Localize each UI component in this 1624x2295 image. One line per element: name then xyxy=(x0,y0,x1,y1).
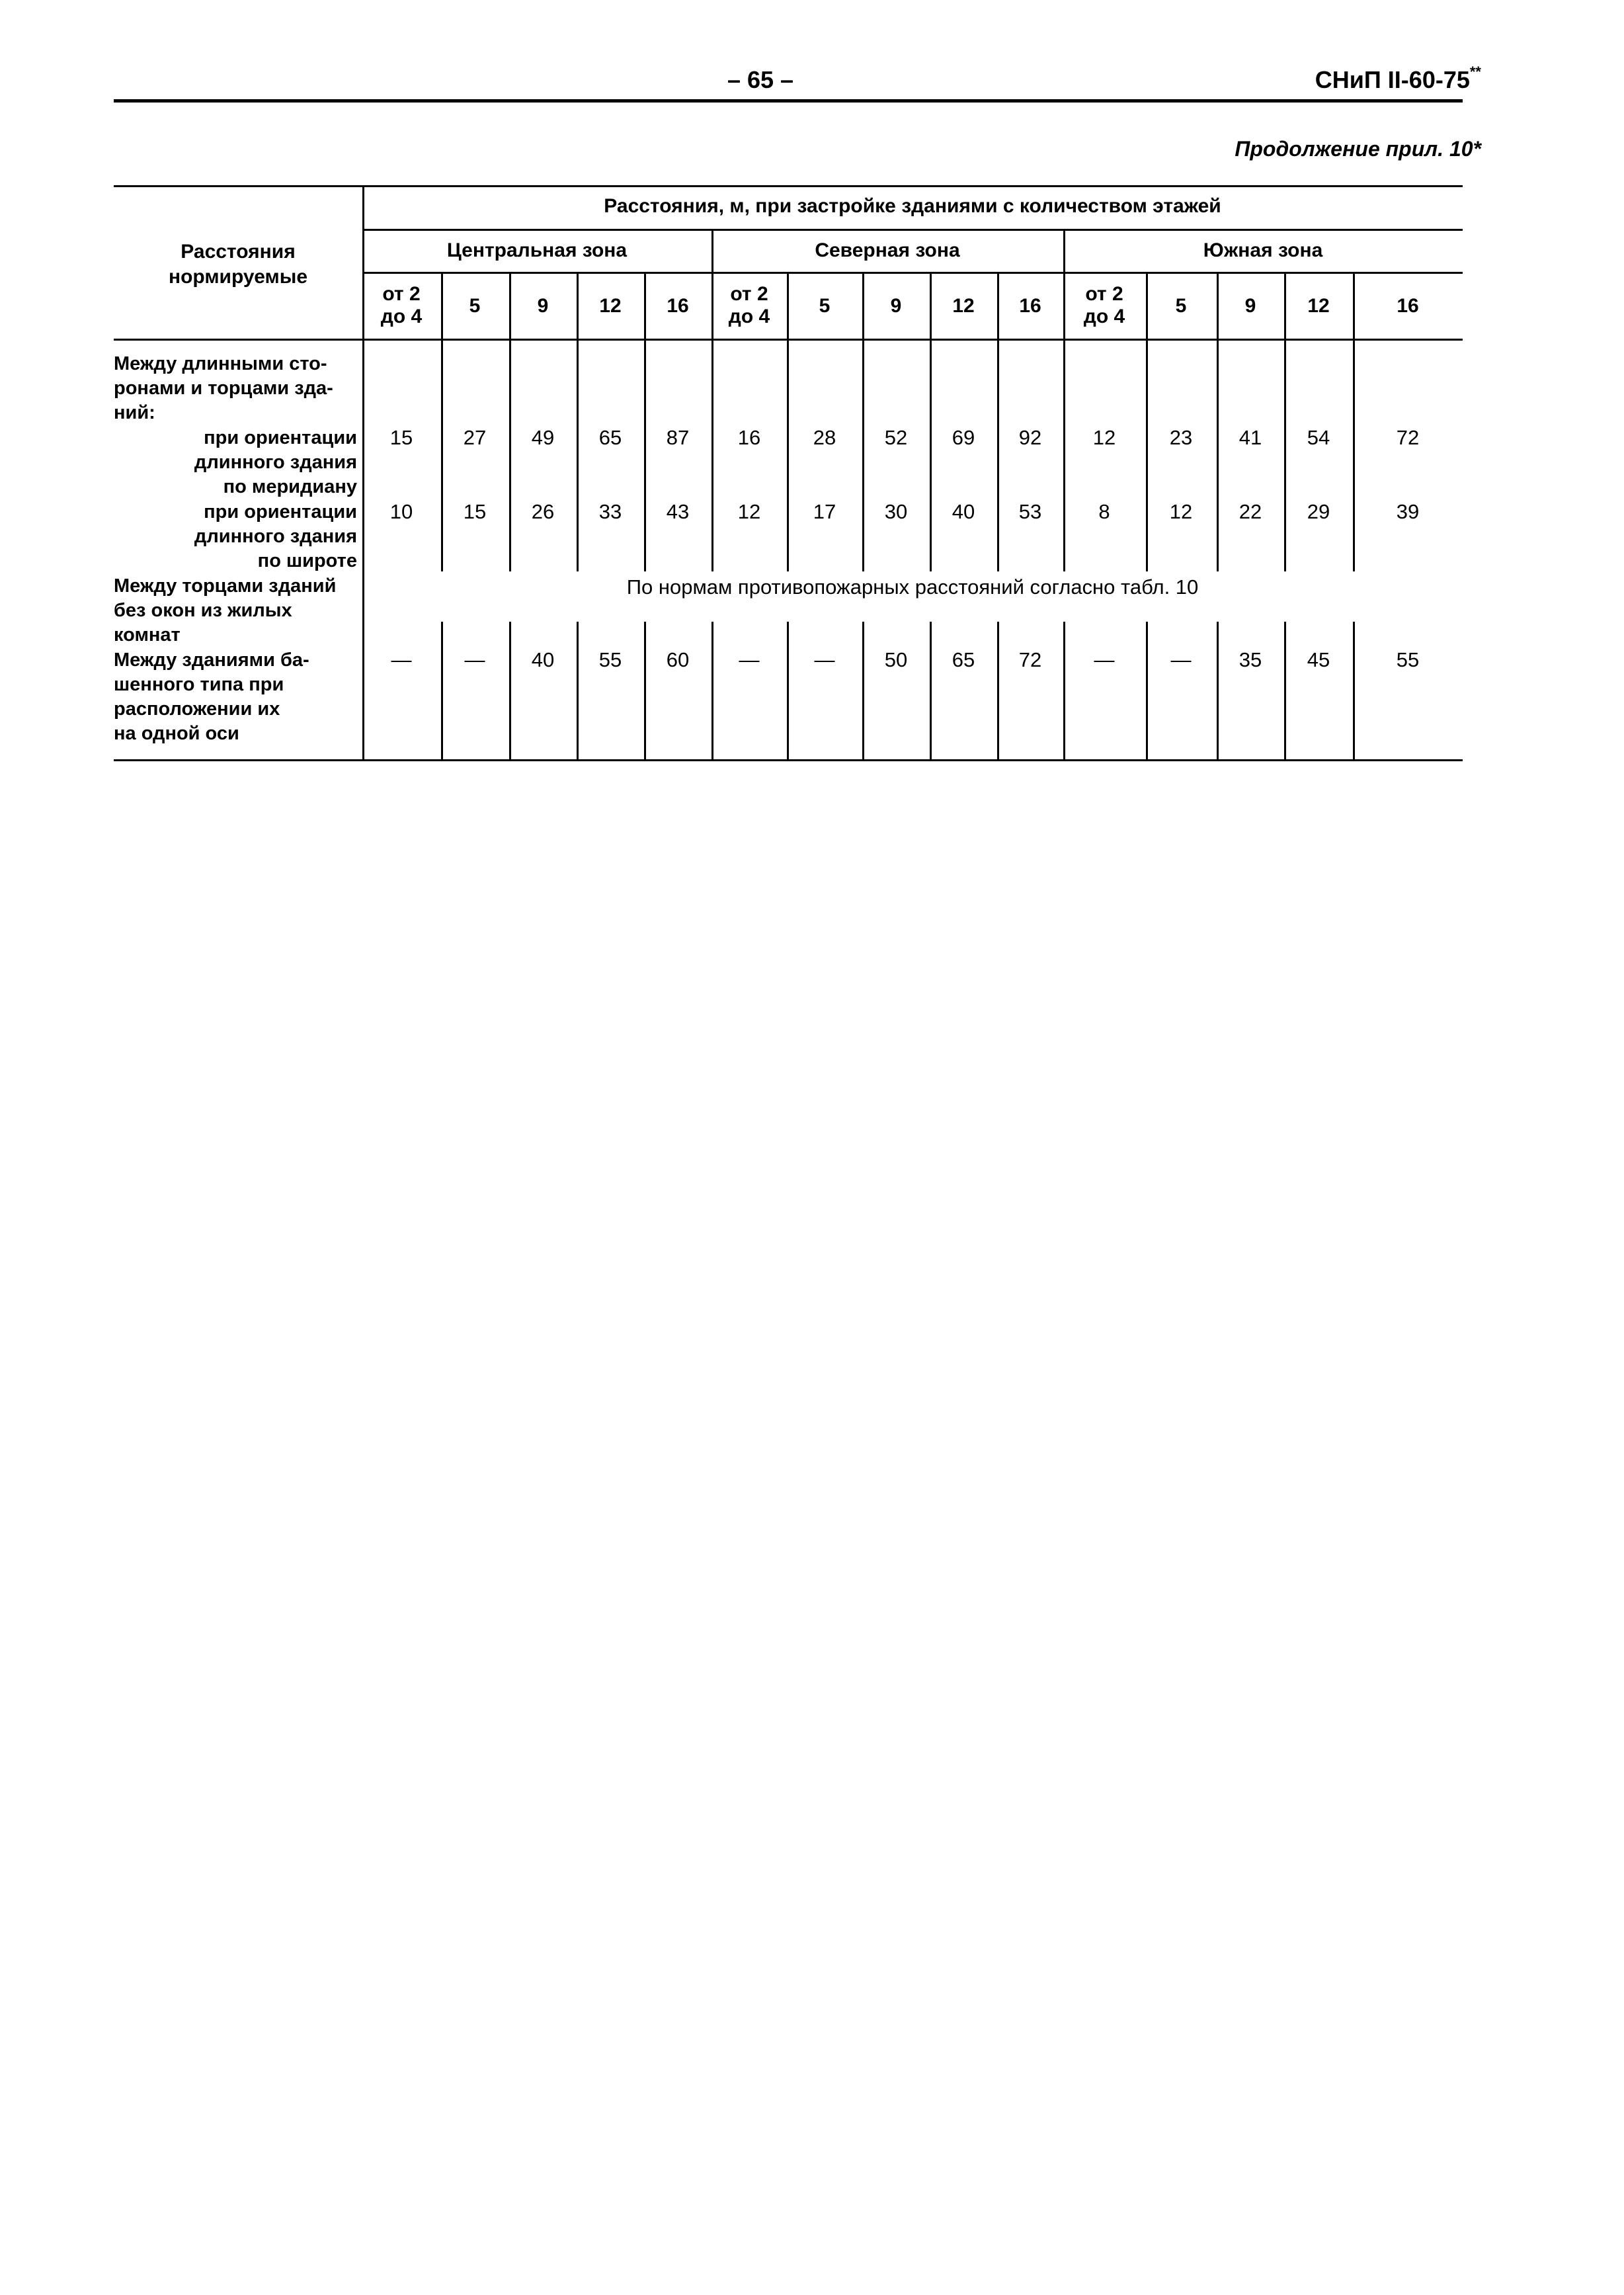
body-col-divider xyxy=(787,622,789,759)
floor-header-line: от 2 xyxy=(1085,283,1123,305)
table-cell: 27 xyxy=(463,426,487,449)
body-col-divider xyxy=(1217,622,1219,759)
floor-header-cell xyxy=(1368,295,1447,317)
table-cell: 55 xyxy=(598,648,622,671)
floor-header-cell xyxy=(1141,295,1221,317)
table-cell: 8 xyxy=(1098,500,1110,523)
floor-header-line: 5 xyxy=(819,295,831,317)
table-cell: 29 xyxy=(1307,500,1330,523)
zone-header-northern: Северная зона xyxy=(815,239,960,261)
table-cell: 12 xyxy=(737,500,761,523)
table-cell: 69 xyxy=(952,426,975,449)
body-col-divider xyxy=(1353,339,1355,571)
table-cell: 72 xyxy=(1018,648,1042,671)
document-code: СНиП II-60-75** xyxy=(1315,63,1481,93)
table-cell: 50 xyxy=(884,648,908,671)
body-col-divider xyxy=(997,339,999,571)
body-col-divider xyxy=(1284,339,1286,571)
row-label-meridian: при ориентации длинного здания по меридиану xyxy=(194,427,357,497)
table-cell: 35 xyxy=(1238,648,1262,671)
table-cell: 72 xyxy=(1396,426,1420,449)
table-cell: 22 xyxy=(1238,500,1262,523)
table-cell: 17 xyxy=(813,500,836,523)
table-cell: 15 xyxy=(463,500,487,523)
row-group-label: Между длинными сто- ронами и торцами зда- ний: xyxy=(114,353,333,423)
body-col-divider xyxy=(930,339,932,571)
table-cell: 92 xyxy=(1018,426,1042,449)
table-cell: 54 xyxy=(1307,426,1330,449)
row-label-tower: Между зданиями ба- шенного типа при расположении их на одной оси xyxy=(114,649,309,744)
body-col-divider xyxy=(509,622,511,759)
table-cell: 45 xyxy=(1307,648,1330,671)
continuation-note: Продолжение прил. 10* xyxy=(1235,137,1481,161)
table-cell: — xyxy=(739,648,760,671)
body-col-divider xyxy=(577,622,579,759)
stub-header: Расстояния нормируемые xyxy=(168,241,307,288)
table-cell: 28 xyxy=(813,426,836,449)
floor-header-cell xyxy=(991,295,1070,317)
table-cell: 55 xyxy=(1396,648,1420,671)
table-cell: 16 xyxy=(737,426,761,449)
floor-header-cell xyxy=(435,295,514,317)
body-col-divider xyxy=(1353,622,1355,759)
floor-header-line: от 2 xyxy=(730,283,768,305)
table-cell: 26 xyxy=(531,500,555,523)
table-cell: 60 xyxy=(666,648,690,671)
body-col-divider xyxy=(862,622,864,759)
body-col-divider xyxy=(930,622,932,759)
table-cell: 12 xyxy=(1092,426,1116,449)
table-cell: 49 xyxy=(531,426,555,449)
floor-header-cell xyxy=(710,283,789,328)
table-cell: 40 xyxy=(952,500,975,523)
table-cell: — xyxy=(1094,648,1115,671)
body-col-divider xyxy=(644,622,646,759)
body-col-divider xyxy=(509,339,511,571)
floor-header-cell xyxy=(1211,295,1290,317)
table-cell: 43 xyxy=(666,500,690,523)
zone-header-rule xyxy=(362,272,1463,274)
body-col-divider xyxy=(711,622,713,759)
table-cell: 33 xyxy=(598,500,622,523)
table-cell: 12 xyxy=(1169,500,1193,523)
table-cell: 87 xyxy=(666,426,690,449)
table-cell: 52 xyxy=(884,426,908,449)
body-col-divider xyxy=(577,339,579,571)
table-cell: 39 xyxy=(1396,500,1420,523)
floor-header-line: 12 xyxy=(952,295,975,317)
body-col-divider xyxy=(997,622,999,759)
body-col-divider xyxy=(441,622,443,759)
stub-divider xyxy=(362,185,364,759)
floor-header-line: 5 xyxy=(469,295,481,317)
floor-header-line: 9 xyxy=(1244,295,1256,317)
table-cell: — xyxy=(464,648,485,671)
main-header-rule xyxy=(362,229,1463,231)
floor-header-line: от 2 xyxy=(382,283,421,305)
floor-header-line: 16 xyxy=(667,295,689,317)
table-cell: 65 xyxy=(952,648,975,671)
floor-header-line: 16 xyxy=(1019,295,1041,317)
table-cell: — xyxy=(814,648,835,671)
row-label-latitude: при ориентации длинного здания по широте xyxy=(194,501,357,571)
floor-header-cell xyxy=(1279,295,1358,317)
main-column-header: Расстояния, м, при застройке зданиями с количеством этажей xyxy=(604,195,1221,217)
floor-header-line: 12 xyxy=(599,295,622,317)
header-rule xyxy=(114,99,1463,103)
floor-header-line: 9 xyxy=(537,295,549,317)
body-col-divider xyxy=(787,339,789,571)
table-top-rule xyxy=(114,185,1463,187)
table-cell: 40 xyxy=(531,648,555,671)
body-col-divider xyxy=(862,339,864,571)
body-col-divider xyxy=(1063,622,1065,759)
body-col-divider xyxy=(1217,339,1219,571)
table-cell: 15 xyxy=(389,426,413,449)
floor-header-line: 16 xyxy=(1397,295,1419,317)
body-col-divider xyxy=(711,339,713,571)
floor-header-line: до 4 xyxy=(728,306,770,327)
table-cell: — xyxy=(391,648,412,671)
row-label-ends: Между торцами зданий без окон из жилых комнат xyxy=(114,575,337,646)
floor-header-cell xyxy=(1065,283,1144,328)
table-cell: 10 xyxy=(389,500,413,523)
body-col-divider xyxy=(1063,339,1065,571)
floor-header-line: 12 xyxy=(1307,295,1330,317)
floor-header-cell xyxy=(785,295,864,317)
table-cell: 53 xyxy=(1018,500,1042,523)
floor-header-line: 5 xyxy=(1175,295,1187,317)
floor-header-line: до 4 xyxy=(380,306,423,327)
body-col-divider xyxy=(1146,339,1148,571)
body-col-divider xyxy=(644,339,646,571)
table-cell: 30 xyxy=(884,500,908,523)
fire-distance-note: По нормам противопожарных расстояний согласно табл. 10 xyxy=(626,575,1199,599)
floor-header-line: до 4 xyxy=(1083,306,1125,327)
table-cell: — xyxy=(1170,648,1192,671)
floor-header-cell xyxy=(362,283,441,328)
zone-header-southern: Южная зона xyxy=(1203,239,1323,261)
table-cell: 41 xyxy=(1238,426,1262,449)
floor-header-cell xyxy=(638,295,717,317)
floor-header-line: 9 xyxy=(890,295,902,317)
table-cell: 23 xyxy=(1169,426,1193,449)
zone-header-central: Центральная зона xyxy=(446,239,628,261)
table-cell: 65 xyxy=(598,426,622,449)
body-col-divider xyxy=(1146,622,1148,759)
body-col-divider xyxy=(441,339,443,571)
body-col-divider xyxy=(1284,622,1286,759)
document-code-mark: ** xyxy=(1469,63,1481,80)
page-number: – 65 – xyxy=(727,66,794,93)
table-bottom-rule xyxy=(114,759,1463,761)
